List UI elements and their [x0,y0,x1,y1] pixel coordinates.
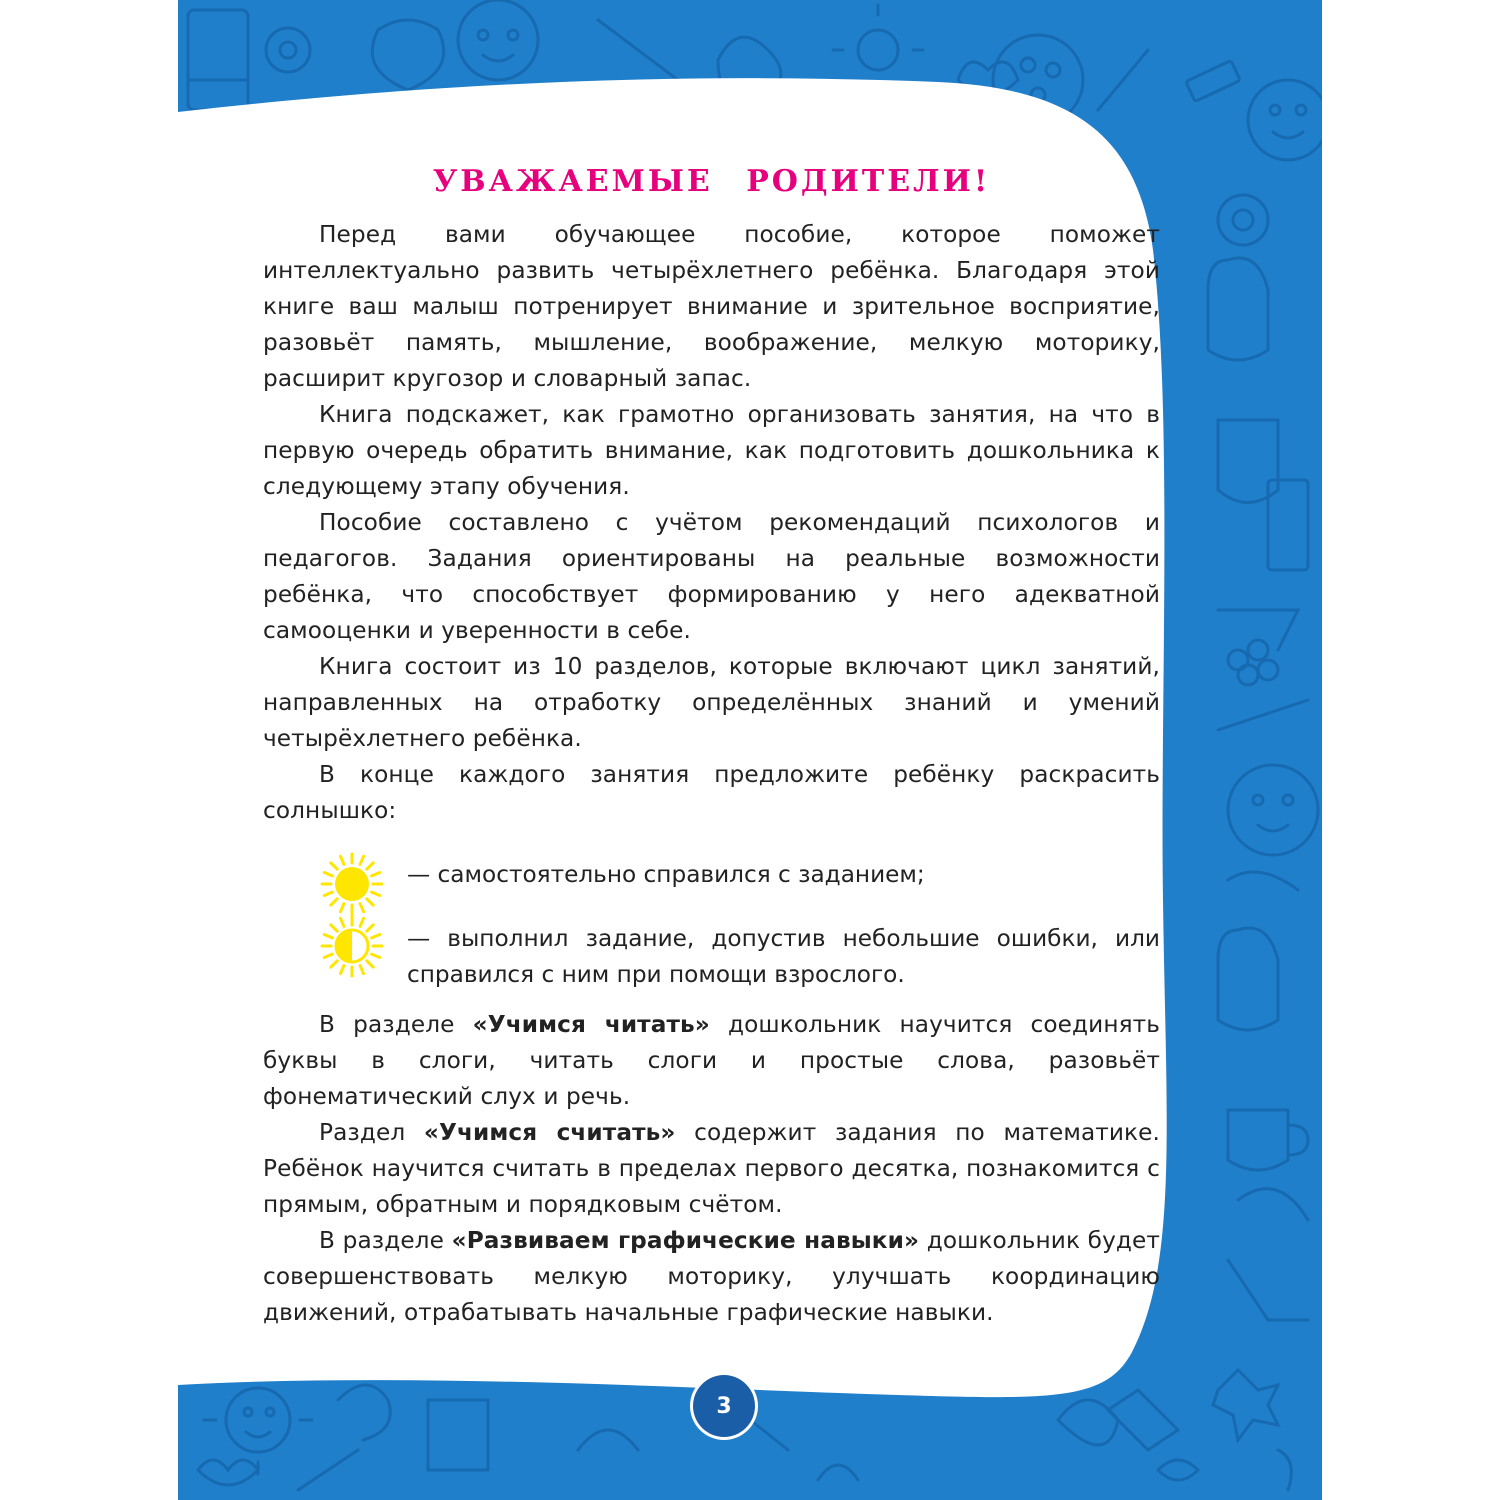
half-sun-icon [319,913,385,979]
section-graphics-name: «Развиваем графические навыки» [451,1227,920,1254]
paragraph-recommendations: Пособие составлено с учётом рекомендаций психологов и педагогов. Задания ориентированы на реальные возможности ребёнка, что способствует формированию у него адекватной самооценки и уверенности в себе. [263,509,1160,644]
sun-legend [263,843,1160,993]
paragraph-intro: Перед вами обучающее пособие, которое поможет интеллектуально развить четырёхлетнего ребёнка. Благодаря этой книге ваш малыш потренирует внимание и зрительное восприятие, разовьёт память, мышление, воображение, мелкую моторику, расширит кругозор и словарный запас. [263,221,1160,392]
section-graphics: В разделе «Развиваем графические навыки» дошкольник будет совершенствовать мелкую моторику, улучшать координацию движений, отрабатывать начальные графические навыки. [263,1227,1161,1326]
content-area [263,160,1160,1331]
paragraph-color-sun: В конце каждого занятия предложите ребёнку раскрасить солнышко: [263,761,1160,824]
paragraph-organize: Книга подскажет, как грамотно организовать занятия, на что в первую очередь обратить внимание, как подготовить дошкольника к следующему этапу обучения. [263,401,1160,500]
full-sun-description: — самостоятельно справился с заданием; [407,861,925,888]
section-counting-name: «Учимся считать» [423,1119,676,1146]
page-title: УВАЖАЕМЫЕ РОДИТЕЛИ! [432,164,991,199]
page-number: 3 [693,1375,755,1437]
section-counting: Раздел «Учимся считать» содержит задания по математике. Ребёнок научится считать в пределах первого десятка, познакомится с прямым, обратным и порядковым счётом. [263,1119,1160,1218]
paragraph-sections: Книга состоит из 10 разделов, которые включают цикл занятий, направленных на отработку определённых знаний и умений четырёхлетнего ребёнка. [263,653,1160,752]
section-reading-name: «Учимся читать» [472,1011,710,1038]
section-reading: В разделе «Учимся читать» дошкольник научится соединять буквы в слоги, читать слоги и простые слова, разовьёт фонематический слух и речь. [263,1011,1161,1110]
half-sun-description: — выполнил задание, допустив небольшие ошибки, или справился с ним при помощи взрослого. [407,925,1160,988]
page-number-badge [690,1372,758,1440]
full-sun-icon [319,851,385,917]
